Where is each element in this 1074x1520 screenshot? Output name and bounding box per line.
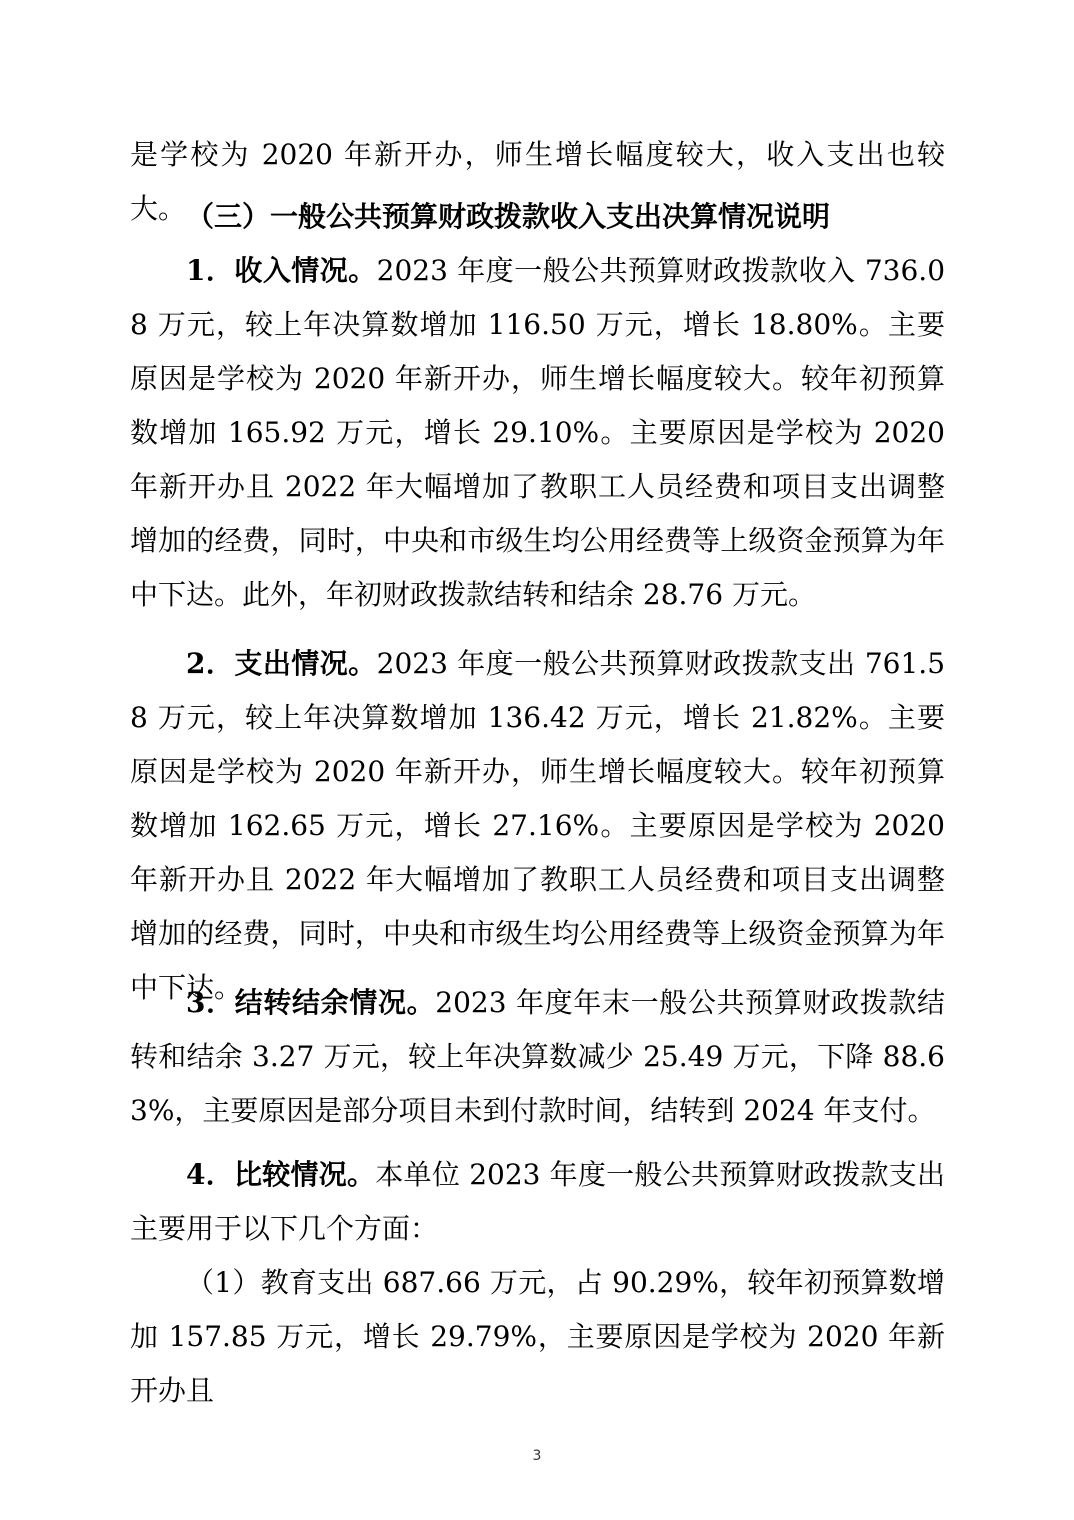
paragraph-lead: 3．结转结余情况。 (186, 986, 436, 1019)
page-number: 3 (532, 1448, 542, 1464)
paragraph-text: 是学校为 2020 年新开办，师生增长幅度较大，收入支出也较大。 (130, 138, 945, 225)
paragraph-lead: 2．支出情况。 (186, 647, 377, 680)
paragraph-income (130, 244, 945, 622)
paragraph-text: 2023 年度一般公共预算财政拨款支出 761.58 万元，较上年决算数增加 136.42 万元，增长 21.82%。主要原因是学校为 2020 年新开办，师生增长幅度较大。较年初预算数增加 162.65 万元，增长 27.16%。主要原因是学校为 2020 年新开办且 2022 年大幅增加了教职工人员经费和项目支出调整增加的经费，同时，中央和市级生均公用经费等上级资金预算为年中下达。 (130, 647, 946, 1004)
paragraph-education-expenditure (130, 1256, 945, 1418)
paragraph-text: 2023 年度一般公共预算财政拨款收入 736.08 万元，较上年决算数增加 116.50 万元，增长 18.80%。主要原因是学校为 2020 年新开办，师生增长幅度较大。较年初预算数增加 165.92 万元，增长 29.10%。主要原因是学校为 2020 年新开办且 2022 年大幅增加了教职工人员经费和项目支出调整增加的经费，同时，中央和市级生均公用经费等上级资金预算为年中下达。此外，年初财政拨款结转和结余 28.76 万元。 (130, 254, 946, 611)
paragraph-expenditure (130, 637, 945, 1015)
paragraph-comparison (130, 1148, 945, 1256)
paragraph-text: 2023 年度年末一般公共预算财政拨款结转和结余 3.27 万元，较上年决算数减少 25.49 万元，下降 88.63%，主要原因是部分项目未到付款时间，结转到 2024 年支付。 (130, 986, 945, 1127)
section-heading: （三）一般公共预算财政拨款收入支出决算情况说明 (186, 200, 831, 233)
paragraph-lead: 1．收入情况。 (186, 254, 377, 287)
paragraph-text: 本单位 2023 年度一般公共预算财政拨款支出主要用于以下几个方面： (130, 1158, 946, 1245)
paragraph-lead: 4．比较情况。 (186, 1158, 376, 1191)
paragraph-balance (130, 976, 945, 1138)
paragraph-text: （1）教育支出 687.66 万元，占 90.29%，较年初预算数增加 157.85 万元，增长 29.79%，主要原因是学校为 2020 年新开办且 (130, 1266, 945, 1407)
